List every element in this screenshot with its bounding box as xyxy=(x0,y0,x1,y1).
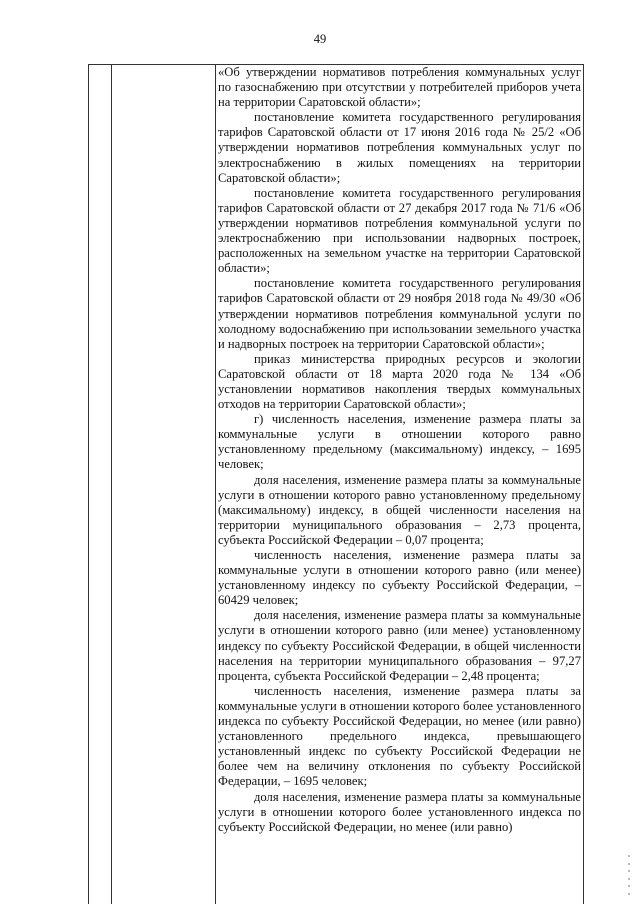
paragraph: численность населения, изменение размера платы за коммунальные услуги в отношении которого более установленного индекса по субъекту Российской Федерации, но менее (или равно) установленного предельного индекса, превышающего установленный индекс по субъекту Российской Федерации не более чем на величину отклонения по субъекту Российской Федерации, – 1695 человек; xyxy=(218,683,581,789)
paragraph: приказ министерства природных ресурсов и экологии Саратовской области от 18 марта 2020 года № 134 «Об установлении нормативов накопления твердых коммунальных отходов на территории Саратовской области»; xyxy=(218,351,581,412)
paragraph: «Об утверждении нормативов потребления коммунальных услуг по газоснабжению при отсутствии у потребителей приборов учета на территории Саратовской области»; xyxy=(218,65,581,110)
paragraph: доля населения, изменение размера платы за коммунальные услуги в отношении которого равно (или менее) установленному индексу по субъекту Российской Федерации, в общей численности населения на территории муниципального образования – 97,27 процента, субъекта Российской Федерации – 2,48 процента; xyxy=(218,608,581,683)
table-column-divider xyxy=(215,65,216,904)
scan-margin-mark xyxy=(628,855,632,895)
paragraph: численность населения, изменение размера платы за коммунальные услуги в отношении которого равно (или менее) установленному индексу по субъекту Российской Федерации, – 60429 человек; xyxy=(218,548,581,608)
table-column-divider xyxy=(111,65,112,904)
paragraph: доля населения, изменение размера платы за коммунальные услуги в отношении которого более установленного индекса по субъекту Российской Федерации, но менее (или равно) xyxy=(218,789,581,834)
page-number: 49 xyxy=(313,32,327,46)
table-text-cell xyxy=(218,65,581,835)
paragraph: постановление комитета государственного регулирования тарифов Саратовской области от 17 июня 2016 года № 25/2 «Об утверждении нормативов потребления коммунальных услуг по электроснабжению в жилых помещениях на территории Саратовской области»; xyxy=(218,110,581,185)
paragraph: г) численность населения, изменение размера платы за коммунальные услуги в отношении которого равно установленному предельному (максимальному) индексу, – 1695 человек; xyxy=(218,412,581,472)
paragraph: доля населения, изменение размера платы за коммунальные услуги в отношении которого равно установленному предельному (максимальному) индексу, в общей численности населения на территории муниципального образования – 2,73 процента, субъекта Российской Федерации – 0,07 процента; xyxy=(218,472,581,547)
paragraph: постановление комитета государственного регулирования тарифов Саратовской области от 27 декабря 2017 года № 71/6 «Об утверждении нормативов потребления коммунальной услуги по электроснабжению при использовании надворных построек, расположенных на земельном участке на территории Саратовской области»; xyxy=(218,185,581,276)
paragraph: постановление комитета государственного регулирования тарифов Саратовской области от 29 ноября 2018 года № 49/30 «Об утверждении нормативов потребления коммунальной услуги по холодному водоснабжению при использовании земельного участка и надворных построек на территории Саратовской области»; xyxy=(218,276,581,351)
